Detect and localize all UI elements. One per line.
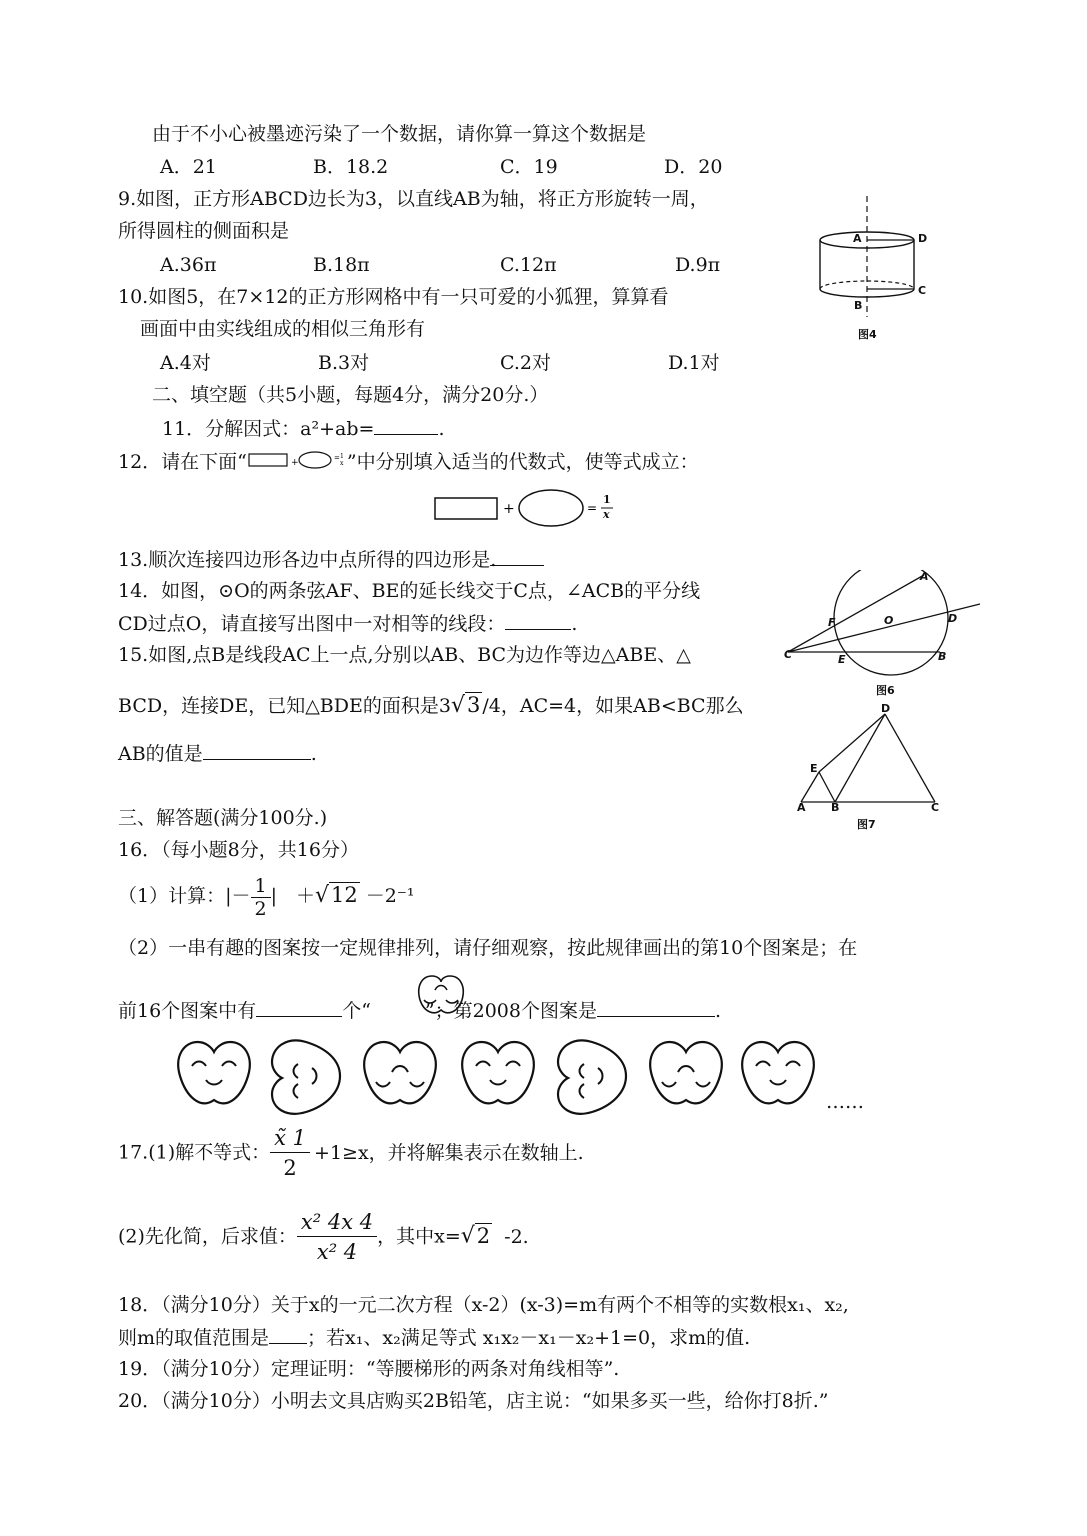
figure-4-cylinder — [810, 192, 940, 344]
svg-text:=: = — [333, 454, 340, 462]
face-1-icon — [178, 1042, 250, 1103]
fig7-label-b: B — [831, 801, 840, 814]
q13-text: 13.顺次连接四边形各边中点所得的四边形是. — [118, 549, 497, 571]
face-2-icon — [272, 1040, 340, 1113]
q9-option-d: D.9π — [675, 254, 721, 276]
q16-face-sequence — [172, 1036, 872, 1116]
q12-rhs-numerator: 1 — [603, 493, 611, 506]
svg-text:+: + — [290, 458, 299, 468]
q17-part1 — [118, 1124, 584, 1190]
fig6-label-f: F — [828, 616, 836, 629]
q17-sqrt-icon: √ — [460, 1223, 475, 1249]
q8-option-a: A．21 — [160, 156, 217, 178]
q15-answer-blank[interactable] — [203, 741, 311, 760]
q9-line2: 所得圆柱的侧面积是 — [118, 220, 290, 242]
q18-line2-a: 则m的取值范围是 — [118, 1327, 270, 1349]
q16-p1-numerator: 1 — [251, 875, 271, 898]
q17-p2-fraction — [297, 1208, 377, 1267]
q18-answer-blank[interactable] — [269, 1325, 307, 1344]
q16-p1-denominator: 2 — [254, 897, 267, 920]
q15-line2 — [118, 693, 744, 718]
q9-line1: 9.如图，正方形ABCD边长为3，以直线AB为轴，将正方形旋转一周， — [118, 188, 709, 210]
svg-text:1: 1 — [339, 453, 344, 460]
fig7-label-c: C — [931, 801, 940, 814]
face-7-icon — [742, 1042, 814, 1103]
face-6-icon — [650, 1042, 722, 1103]
q10-option-c: C.2对 — [500, 352, 551, 374]
fig4-caption: 图4 — [858, 328, 877, 341]
fig4-label-a: A — [853, 232, 862, 245]
q17-p2-tail: -2. — [504, 1225, 529, 1248]
q18-line1: 18．（满分10分）关于x的一元二次方程（x-2）(x-3)=m有两个不相等的实数根x₁、x₂, — [118, 1294, 849, 1316]
face-3-icon — [364, 1042, 436, 1103]
q13 — [118, 547, 544, 572]
q11-text: 11．分解因式：a²+ab= — [162, 418, 375, 440]
figure-7-triangles — [795, 704, 945, 834]
section-2-title: 二、填空题（共5小题，每题4分，满分20分.） — [152, 384, 549, 406]
q16-p1-radicand: 12 — [331, 883, 358, 907]
fig6-label-c: C — [784, 648, 793, 661]
q12-line — [118, 450, 699, 474]
q17-p1-denominator: 2 — [283, 1156, 297, 1180]
face-4-icon — [462, 1042, 534, 1103]
q8-option-b: B．18.2 — [313, 156, 389, 178]
q17-p2-radicand: 2 — [476, 1223, 491, 1248]
q12-text-a: 12．请在下面“ — [118, 451, 247, 473]
fig4-label-b: B — [854, 299, 863, 312]
q9-option-b: B.18π — [313, 254, 370, 276]
fig7-label-a: A — [797, 801, 806, 814]
q16-ellipsis: …… — [826, 1091, 864, 1113]
q16-part1: （1）计算：|－ $\frac{1}{2}$ | ＋√12 －2⁻¹ — [118, 874, 415, 920]
q16-p2-b: 个“ — [342, 1000, 371, 1022]
q10-line2: 画面中由实线组成的相似三角形有 — [140, 318, 426, 340]
section-3-title: 三、解答题(满分100分.) — [118, 807, 328, 829]
fig7-label-d: D — [881, 702, 891, 715]
q12-rhs-denominator: x — [603, 508, 610, 521]
q18-line2-b: ；若x₁、x₂满足等式 x₁x₂－x₁－x₂+1=0，求m的值. — [307, 1327, 751, 1349]
fig6-caption: 图6 — [876, 684, 895, 697]
q16-p2-c: ”；第2008个图案是 — [424, 1000, 597, 1022]
fig6-label-a: A — [920, 570, 929, 583]
q15-line2-b: /4，AC=4，如果AB<BC那么 — [482, 695, 744, 717]
q13-answer-blank[interactable] — [490, 547, 544, 566]
q16-title: 16．（每小题8分，共16分） — [118, 839, 359, 861]
q14-answer-blank[interactable] — [505, 611, 571, 630]
q12-rectangle-box[interactable] — [435, 498, 497, 519]
fig7-caption: 图7 — [857, 818, 876, 831]
q20-text: 20．（满分10分）小明去文具店购买2B铅笔，店主说：“如果多买一些，给你打8折.” — [118, 1390, 829, 1412]
q15-radicand: 3 — [467, 693, 481, 717]
q14-end: . — [571, 613, 578, 635]
q17-p1-label: 17.(1)解不等式： — [118, 1141, 271, 1164]
fig6-label-b: B — [938, 650, 947, 663]
q9-option-c: C.12π — [500, 254, 557, 276]
q10-line1: 10.如图5，在7×12的正方形网格中有一只可爱的小狐狸，算算看 — [118, 286, 669, 308]
q16-p1-tail: －2⁻¹ — [365, 885, 415, 907]
fig6-label-o: O — [884, 614, 894, 627]
q16-p2-end: . — [714, 1000, 722, 1022]
q12-inline-equation-icon — [247, 450, 347, 472]
fig4-label-d: D — [918, 232, 928, 245]
q10-option-a: A.4对 — [160, 352, 211, 374]
q17-p2-mid: ，其中x= — [377, 1225, 461, 1248]
q15-line2-a: BCD，连接DE，已知△BDE的面积是3 — [118, 695, 451, 717]
face-5-icon — [558, 1040, 626, 1113]
q15-end: . — [310, 743, 317, 765]
q12-ellipse-box[interactable] — [519, 490, 583, 526]
q16-sqrt-icon: √ — [315, 883, 330, 908]
q15-line3: AB的值是 — [118, 743, 203, 765]
q8-text: 由于不小心被墨迹污染了一个数据，请你算一算这个数据是 — [152, 123, 647, 145]
q15-line3-wrap — [118, 741, 317, 766]
svg-text:+: + — [503, 501, 515, 517]
q19-text: 19．（满分10分）定理证明：“等腰梯形的两条对角线相等”. — [118, 1358, 620, 1380]
q15-line1: 15.如图,点B是线段AC上一点,分别以AB、BC为边作等边△ABE、△ — [118, 644, 691, 666]
q16-p2-a: 前16个图案中有 — [118, 1000, 257, 1022]
q16-p1-fraction — [251, 875, 271, 920]
q11 — [162, 416, 445, 441]
q15-sqrt-icon: √ — [450, 693, 465, 718]
q11-answer-blank[interactable] — [374, 416, 438, 435]
q18-line2 — [118, 1325, 750, 1350]
q14-line2-wrap — [118, 611, 577, 636]
q17-p1-fraction — [270, 1124, 310, 1183]
svg-text:x: x — [339, 460, 344, 467]
q17-p2-denominator: x² 4 — [316, 1240, 358, 1264]
q8-option-c: C．19 — [500, 156, 558, 178]
q16-count-blank[interactable] — [256, 998, 342, 1017]
q14-line1: 14．如图，⊙O的两条弦AF、BE的延长线交于C点，∠ACB的平分线 — [118, 580, 701, 602]
q16-inline-face-icon — [412, 970, 470, 1022]
fig4-label-c: C — [918, 284, 927, 297]
q17-p1-tail: +1≥x，并将解集表示在数轴上. — [314, 1141, 584, 1164]
q12-text-b: ”中分别填入适当的代数式，使等式成立： — [346, 451, 699, 473]
q16-p2-line1: （2）一串有趣的图案按一定规律排列，请仔细观察，按此规律画出的第10个图案是；在 — [118, 937, 858, 959]
q9-option-a: A.36π — [160, 254, 217, 276]
q11-end: . — [438, 418, 445, 440]
fig6-label-d: D — [948, 612, 958, 625]
q8-option-d: D．20 — [664, 156, 723, 178]
q12-equation — [433, 488, 623, 528]
q14-line2: CD过点O，请直接写出图中一对相等的线段： — [118, 613, 506, 635]
q10-option-d: D.1对 — [668, 352, 720, 374]
q10-option-b: B.3对 — [318, 352, 370, 374]
q16-p1-label: （1）计算： — [118, 885, 226, 907]
fig6-label-e: E — [838, 653, 846, 666]
q17-part2 — [118, 1208, 529, 1274]
figure-6-circle — [780, 570, 985, 698]
q17-p2-numerator: x² 4x 4 — [297, 1208, 377, 1237]
q16-pattern-blank[interactable] — [597, 998, 715, 1017]
q17-p2-label: (2)先化简，后求值： — [118, 1225, 297, 1248]
q17-p1-numerator: x̃ 1 — [270, 1124, 310, 1153]
fig7-label-e: E — [810, 762, 818, 775]
svg-text:=: = — [587, 501, 598, 515]
